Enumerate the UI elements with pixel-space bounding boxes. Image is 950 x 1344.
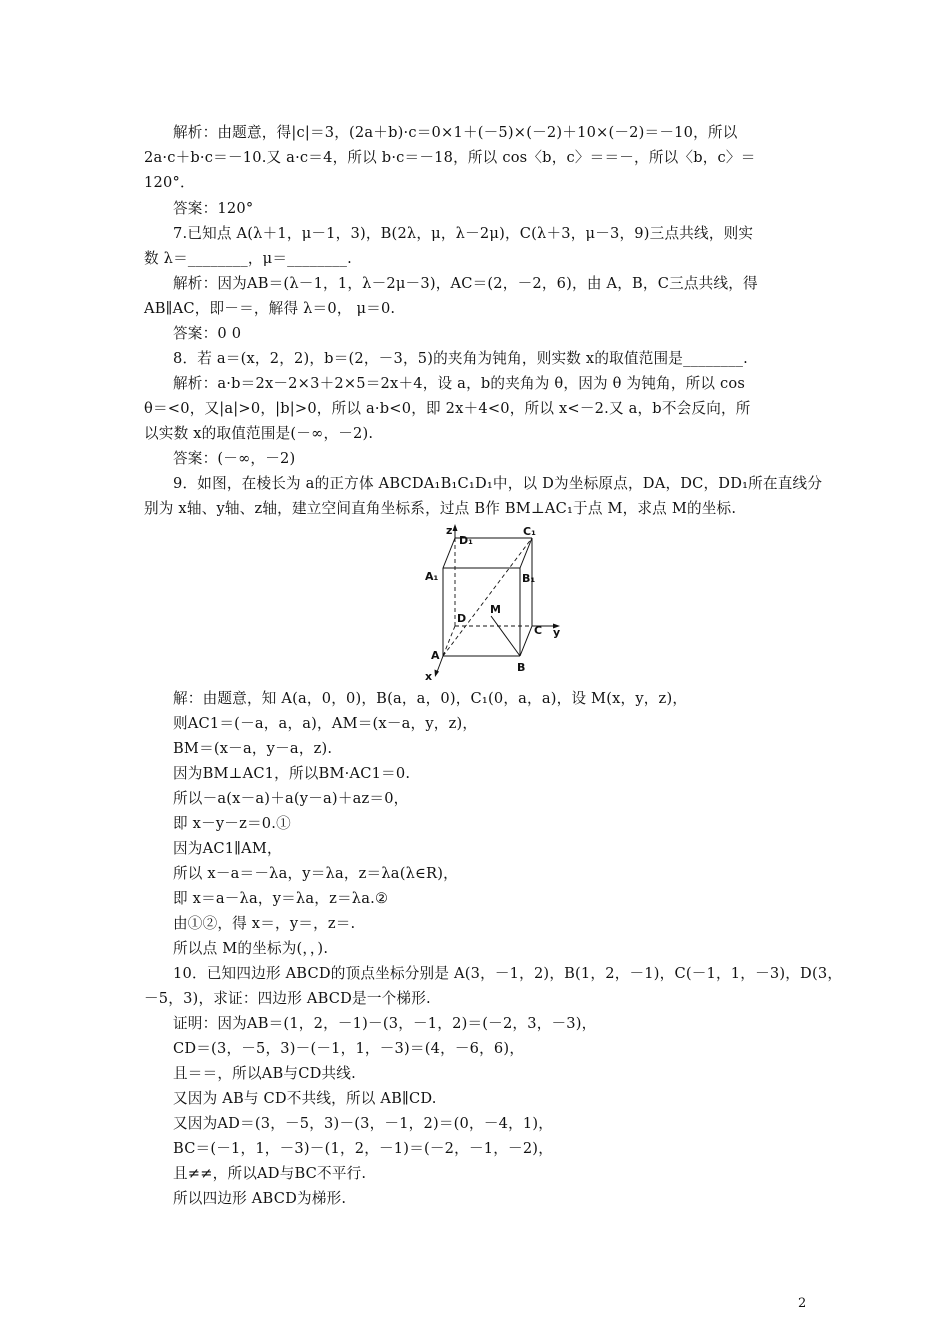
line-7: 解析：因为AB＝(λ－1，1，λ－2μ－3)，AC＝(2，－2，6)，由 A，B，C三点共线，得: [173, 275, 758, 292]
line-34: 又因为AD＝(3，－5，3)－(3，－1，2)＝(0，－4，1)，: [173, 1115, 554, 1132]
line-14: 答案：(－∞，－2): [173, 450, 296, 467]
line-35: BC＝(－1，1，－3)－(1，2，－1)＝(－2，－1，－2)，: [173, 1140, 553, 1157]
label-M: M: [490, 603, 501, 616]
line-21: 所以－a(x－a)＋a(y－a)＋az＝0，: [173, 790, 409, 807]
line-18: 则AC1＝(－a，a，a)，AM＝(x－a，y，z)，: [173, 715, 478, 732]
label-C1: C₁: [523, 525, 536, 538]
line-5: 7.已知点 A(λ＋1，μ－1，3)，B(2λ，μ，λ－2μ)，C(λ＋3，μ－3，9)三点共线，则实: [173, 225, 754, 242]
line-22: 即 x－y－z＝0.①: [173, 815, 291, 832]
line-17: 解：由题意，知 A(a，0，0)，B(a，a，0)，C₁(0，a，a)，设 M(x，y，z)，: [173, 690, 688, 707]
line-24: 所以 x－a＝－λa，y＝λa，z＝λa(λ∈R)，: [173, 865, 458, 882]
line-23: 因为AC1∥AM，: [173, 840, 282, 857]
line-1: 解析：由题意，得|c|＝3，(2a＋b)·c＝0×1＋(－5)×(－2)＋10×(－2)＝－10，所以: [173, 124, 738, 141]
line-9: 答案：0 0: [173, 325, 242, 342]
line-13: 以实数 x的取值范围是(－∞，－2).: [144, 425, 374, 442]
line-15: 9．如图，在棱长为 a的正方体 ABCDA₁B₁C₁D₁中，以 D为坐标原点，DA，DC，DD₁所在直线分: [173, 475, 823, 492]
label-D: D: [457, 612, 467, 625]
label-z: z: [446, 524, 453, 537]
line-30: 证明：因为AB＝(1，2，－1)－(3，－1，2)＝(－2，3，－3)，: [173, 1015, 597, 1032]
line-28: 10．已知四边形 ABCD的顶点坐标分别是 A(3，－1，2)，B(1，2，－1)，C(－1，1，－3)，D(3，: [173, 965, 843, 982]
label-A: A: [431, 649, 440, 662]
line-11: 解析：a·b＝2x－2×3＋2×5＝2x＋4，设 a，b的夹角为 θ，因为 θ 为钝角，所以 cos: [173, 375, 746, 392]
line-25: 即 x＝a－λa，y＝λa，z＝λa.②: [173, 890, 389, 907]
line-6: 数 λ＝________，μ＝________.: [144, 250, 352, 267]
page-number: 2: [798, 1296, 807, 1311]
label-x: x: [425, 670, 433, 683]
line-8: AB∥AC，即－＝，解得 λ＝0， μ＝0.: [144, 300, 396, 317]
line-36: 且≠≠，所以AD与BC不平行.: [173, 1165, 367, 1182]
line-27: 所以点 M的坐标为(，，).: [173, 940, 329, 957]
line-10: 8．若 a＝(x，2，2)，b＝(2，－3，5)的夹角为钝角，则实数 x的取值范围是________.: [173, 350, 748, 367]
line-26: 由①②，得 x＝，y＝，z＝.: [173, 915, 356, 932]
line-4: 答案：120°: [173, 200, 254, 217]
line-12: θ＝<0，又|a|>0，|b|>0，所以 a·b<0，即 2x＋4<0，所以 x<－2.又 a，b不会反向，所: [144, 400, 751, 417]
label-D1: D₁: [459, 534, 473, 547]
line-29: －5，3)，求证：四边形 ABCD是一个梯形.: [144, 990, 431, 1007]
line-31: CD＝(3，－5，3)－(－1，1，－3)＝(4，－6，6)，: [173, 1040, 525, 1057]
label-C: C: [534, 624, 543, 637]
line-16: 别为 x轴、y轴、z轴，建立空间直角坐标系，过点 B作 BM⊥AC₁于点 M，求点 M的坐标.: [144, 500, 737, 517]
line-37: 所以四边形 ABCD为梯形.: [173, 1190, 347, 1207]
label-A1: A₁: [425, 570, 439, 583]
line-33: 又因为 AB与 CD不共线，所以 AB∥CD.: [173, 1090, 437, 1107]
line-20: 因为BM⊥AC1，所以BM·AC1＝0.: [173, 765, 411, 782]
line-19: BM＝(x－a，y－a，z).: [173, 740, 333, 757]
cube-figure: [415, 522, 575, 684]
label-B1: B₁: [522, 572, 536, 585]
label-y: y: [553, 626, 561, 639]
label-B: B: [517, 661, 526, 674]
line-32: 且＝＝，所以AB与CD共线.: [173, 1065, 356, 1082]
line-2: 2a·c＋b·c＝－10.又 a·c＝4，所以 b·c＝－18，所以 cos〈b，c〉＝＝－，所以〈b，c〉＝: [144, 149, 756, 166]
line-3: 120°．: [144, 174, 195, 191]
